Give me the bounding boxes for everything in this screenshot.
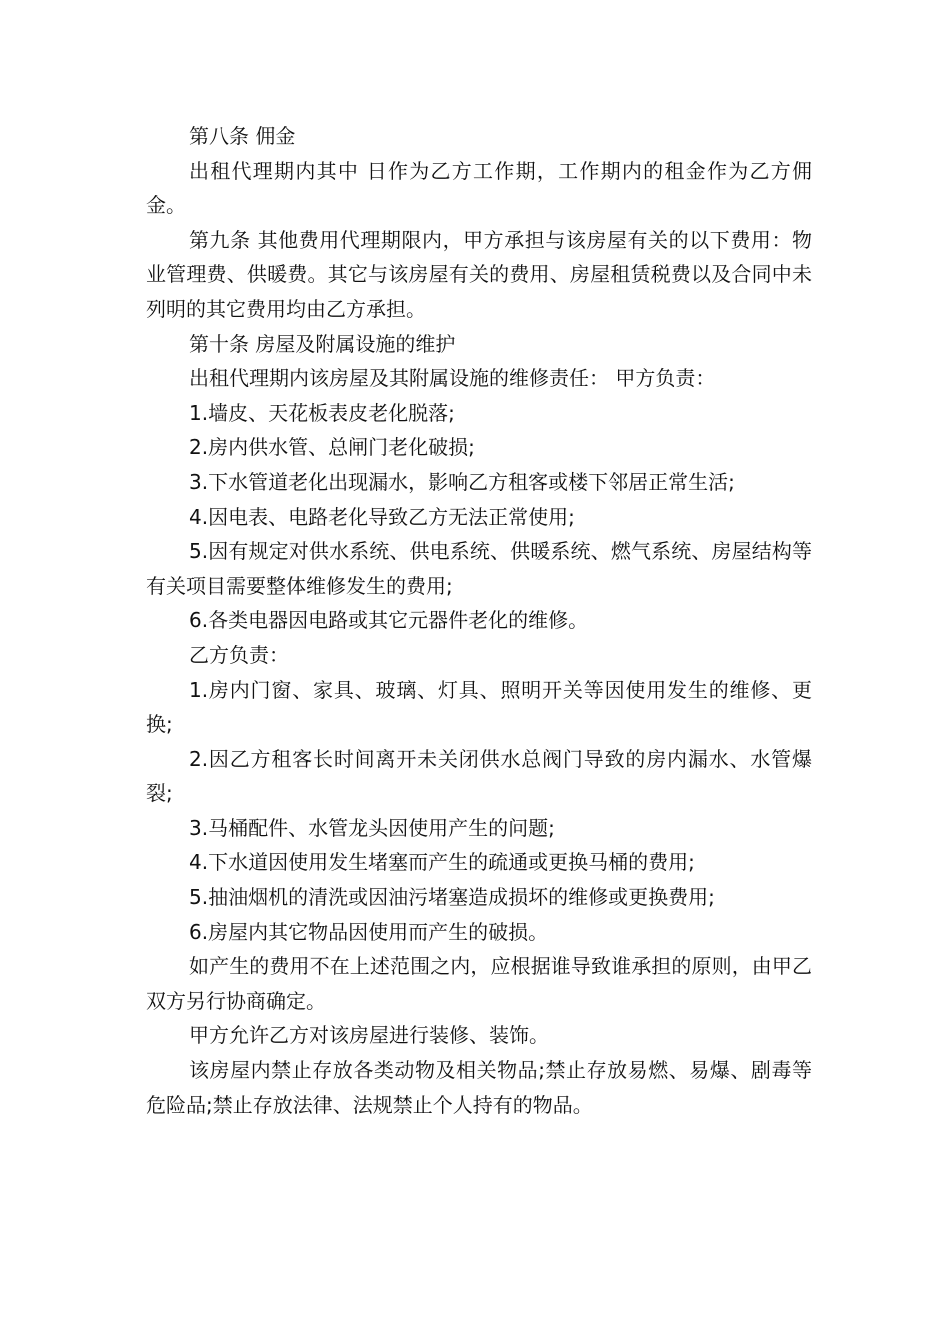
party-a-item-5: 5.因有规定对供水系统、供电系统、供暖系统、燃气系统、房屋结构等有关项目需要整体维修发生的费用;	[146, 539, 812, 598]
party-b-item-6: 6.房屋内其它物品因使用而产生的破损。	[189, 919, 549, 944]
party-a-item-4: 4.因电表、电路老化导致乙方无法正常使用;	[189, 504, 575, 529]
article-10-heading: 第十条 房屋及附属设施的维护	[189, 331, 456, 356]
party-b-item-2: 2.因乙方租客长时间离开未关闭供水总阀门导致的房内漏水、水管爆裂;	[146, 746, 812, 806]
party-b-item-5: 5.抽油烟机的清洗或因油污堵塞造成损坏的维修或更换费用;	[189, 885, 715, 910]
article-8-heading: 第八条 佣金	[189, 124, 296, 148]
party-b-item-4: 4.下水道因使用发生堵塞而产生的疏通或更换马桶的费用;	[189, 850, 695, 875]
party-b-item-3: 3.马桶配件、水管龙头因使用产生的问题;	[189, 815, 555, 840]
party-a-item-2: 2.房内供水管、总闸门老化破损;	[189, 435, 475, 460]
party-b-item-1: 1.房内门窗、家具、玻璃、灯具、照明开关等因使用发生的维修、更换;	[146, 677, 812, 737]
other-costs-text: 如产生的费用不在上述范围之内，应根据谁导致谁承担的原则，由甲乙双方另行协商确定。	[146, 954, 812, 1013]
document-body	[146, 119, 812, 1122]
party-b-heading: 乙方负责：	[189, 642, 289, 667]
renovation-text: 甲方允许乙方对该房屋进行装修、装饰。	[189, 1023, 549, 1048]
party-a-item-6: 6.各类电器因电路或其它元器件老化的维修。	[189, 608, 589, 633]
maintenance-intro: 出租代理期内该房屋及其附属设施的维修责任： 甲方负责：	[189, 366, 716, 391]
article-8-text: 出租代理期内其中 日作为乙方工作期，工作期内的租金作为乙方佣金。	[146, 158, 812, 218]
party-a-item-3: 3.下水管道老化出现漏水，影响乙方租客或楼下邻居正常生活;	[189, 469, 735, 494]
party-a-item-1: 1.墙皮、天花板表皮老化脱落;	[189, 400, 455, 425]
prohibited-items-text: 该房屋内禁止存放各类动物及相关物品;禁止存放易燃、易爆、剧毒等危险品;禁止存放法律、法规禁止个人持有的物品。	[146, 1058, 812, 1117]
article-9-text: 第九条 其他费用代理期限内，甲方承担与该房屋有关的以下费用：物业管理费、供暖费。其它与该房屋有关的费用、房屋租赁税费以及合同中未列明的其它费用均由乙方承担。	[146, 227, 812, 321]
